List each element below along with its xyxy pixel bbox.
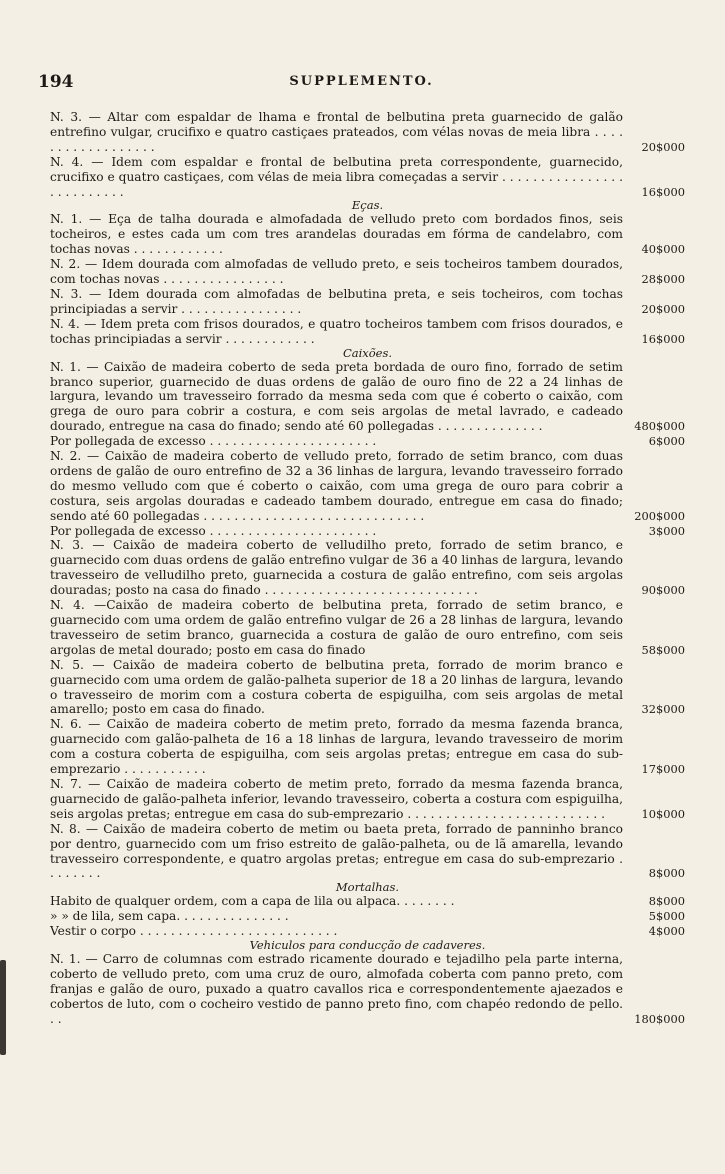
entry-description: N. 3. — Idem dourada com almofadas de belbutina preta, e seis tocheiros, com tochas principiadas a servir . . . . . . . . . . . . . . . . [50, 286, 623, 316]
tariff-entry [50, 110, 685, 155]
entry-price: 20$000 [641, 139, 685, 154]
entry-price: 6$000 [648, 434, 685, 449]
tariff-entry [50, 538, 685, 598]
entry-description: N. 6. — Caixão de madeira coberto de metim preto, forrado da mesma fazenda branca, guarnecido com galão-palheta de 16 a 18 linhas de largura, levando travesseiro de morim com a costura coberta de espiguilha, com seis argolas pretas; entregue em casa do sub-emprezario . . . . . . . . . . . [50, 717, 623, 777]
entry-description: N. 1. — Eça de talha dourada e almofadada de velludo preto com bordados finos, seis tocheiros, e estes cada um com tres arandelas douradas em fórma de candelabro, com tochas novas . . . . . . . . . . . . [50, 212, 623, 257]
section-heading: Eças. [351, 198, 384, 213]
entry-price: 32$000 [641, 702, 685, 717]
entry-description: N. 3. — Caixão de madeira coberto de velludilho preto, forrado de setim branco, e guarnecido com duas ordens de galão entrefino vulgar de 36 a 40 linhas de largura, levando travesseiro de velludilho preto, guarnecida a costura de galão entrefino, com seis argolas douradas; posto na casa do finado . . . . . . . . . . . . . . . . . . . . . . . . . . . . [50, 538, 623, 598]
entry-description: N. 8. — Caixão de madeira coberto de metim ou baeta preta, forrado de panninho branco por dentro, guarnecido com um friso estreito de galão-palheta, ou de lã amarella, levando travesseiro correspondente, e quatro argolas pretas; entregue em casa do sub-emprezario . . . . . . . . [50, 821, 623, 881]
entry-price: 8$000 [648, 894, 685, 909]
section-heading: Caixões. [342, 345, 393, 360]
entry-description: N. 7. — Caixão de madeira coberto de metim preto, forrado da mesma fazenda branca, guarnecido de galão-palheta inferior, levando travesseiro, coberta a costura com espiguilha, seis argolas pretas; entregue em casa do sub-emprezario . . . . . . . . . . . . . . . . . . . . . . . . . . [50, 776, 623, 821]
entry-price: 3$000 [648, 523, 685, 538]
tariff-entry [50, 598, 685, 658]
entry-description: N. 2. — Caixão de madeira coberto de velludo preto, forrado de setim branco, com duas ordens de galão de ouro entrefino de 32 a 36 linhas de largura, levando travesseiro forrado do mesmo velludo com que é coberto o caixão, com uma grega de ouro para cobrir a costura, seis argolas douradas e cadeado tambem dourado, entregue em casa do finado; sendo até 60 pollegadas . . . . . . . . . . . . . . . . . . . . . . . . . . . . . [50, 449, 623, 523]
tariff-entry [50, 777, 685, 822]
entry-price: 4$000 [648, 924, 685, 939]
entry-price: 17$000 [641, 762, 685, 777]
entry-description: N. 3. — Altar com espaldar de lhama e frontal de belbutina preta guarnecido de galão entrefino vulgar, crucifixo e quatro castiçaes prateados, com vélas novas de meia libra . . . . . . . . . . . . . . . . . . [50, 110, 623, 154]
print-bleed-mark [0, 960, 6, 1055]
tariff-entry [50, 257, 685, 287]
entry-description: » » de lila, sem capa. . . . . . . . . . . . . . . [50, 909, 289, 924]
tariff-entry [50, 434, 685, 449]
page-number: 194 [38, 72, 74, 92]
tariff-entry [50, 717, 685, 777]
entry-price: 180$000 [634, 1011, 685, 1026]
entry-price: 16$000 [641, 331, 685, 346]
entry-price: 16$000 [641, 184, 685, 199]
entry-description: Por pollegada de excesso . . . . . . . . . . . . . . . . . . . . . . [50, 434, 377, 449]
entry-price: 28$000 [641, 272, 685, 287]
tariff-entry [50, 924, 685, 939]
entry-price: 8$000 [648, 866, 685, 881]
entry-description: Habito de qualquer ordem, com a capa de lila ou alpaca. . . . . . . . [50, 894, 455, 909]
tariff-list [50, 110, 685, 1027]
tariff-entry [50, 360, 685, 435]
entry-description: N. 4. — Idem preta com frisos dourados, e quatro tocheiros tambem com frisos dourados, e tochas principiadas a servir . . . . . . . . . . . . [50, 316, 623, 346]
entry-price: 58$000 [641, 642, 685, 657]
section-heading: Mortalhas. [335, 880, 400, 895]
tariff-entry [50, 155, 685, 200]
tariff-entry [50, 894, 685, 909]
tariff-entry [50, 658, 685, 718]
page-title: SUPPLEMENTO. [289, 74, 434, 89]
entry-description: N. 1. — Carro de columnas com estrado ricamente dourado e tejadilho pela parte interna, coberto de velludo preto, com uma cruz de ouro, almofada coberta com panno preto, com franjas e galão de ouro, puxado a quatro cavallos rica e correspondentemente ajaezados e cobertos de luto, com o cocheiro vestido de panno preto fino, com chapéo redondo de pello. . . [50, 952, 623, 1026]
tariff-entry [50, 909, 685, 924]
tariff-entry [50, 212, 685, 257]
page-header [38, 72, 685, 94]
entry-description: N. 4. —Caixão de madeira coberto de belbutina preta, forrado de setim branco, e guarnecido com uma ordem de galão entrefino vulgar de 26 a 28 linhas de largura, levando travesseiro de setim branco, guarnecida a costura de galão de ouro entrefino, com seis argolas de metal dourado; posto em casa do finado [50, 598, 623, 657]
entry-price: 20$000 [641, 301, 685, 316]
entry-price: 40$000 [641, 242, 685, 257]
tariff-entry [50, 822, 685, 882]
tariff-entry [50, 317, 685, 347]
entry-description: N. 2. — Idem dourada com almofadas de velludo preto, e seis tocheiros tambem dourados, com tochas novas . . . . . . . . . . . . . . . . [50, 257, 623, 287]
entry-description: Por pollegada de excesso . . . . . . . . . . . . . . . . . . . . . . [50, 523, 377, 538]
entry-price: 10$000 [641, 806, 685, 821]
tariff-entry [50, 287, 685, 317]
tariff-entry [50, 524, 685, 539]
entry-price: 200$000 [634, 508, 685, 523]
entry-price: 480$000 [634, 419, 685, 434]
entry-price: 5$000 [648, 909, 685, 924]
entry-description: Vestir o corpo . . . . . . . . . . . . . . . . . . . . . . . . . . [50, 924, 338, 939]
entry-description: N. 5. — Caixão de madeira coberto de belbutina preta, forrado de morim branco e guarnecido com uma ordem de galão-palheta superior de 18 a 20 linhas de largura, levando o travesseiro de morim com a costura coberta de espiguilha, com seis argolas de metal amarello; posto em casa do finado. [50, 657, 623, 717]
tariff-entry [50, 952, 685, 1027]
entry-price: 90$000 [641, 583, 685, 598]
entry-description: N. 4. — Idem com espaldar e frontal de belbutina preta correspondente, guarnecido, crucifixo e quatro castiçaes, com vélas de meia libra começadas a servir . . . . . . . . . . . . . . . . . . . . . . . . . . [50, 154, 623, 199]
tariff-entry [50, 449, 685, 524]
entry-description: N. 1. — Caixão de madeira coberto de seda preta bordada de ouro fino, forrado de setim branco superior, guarnecido de duas ordens de galão de ouro fino de 22 a 24 linhas de largura, levando um travesseiro forrado da mesma seda com que é coberto o caixão, com grega de ouro para cobrir a costura, e com seis argolas de metal lavrado, e cadeado dourado, entregue na casa do finado; sendo até 60 pollegadas . . . . . . . . . . . . . . [50, 359, 623, 434]
section-heading: Vehiculos para conducção de cadaveres. [249, 938, 486, 953]
